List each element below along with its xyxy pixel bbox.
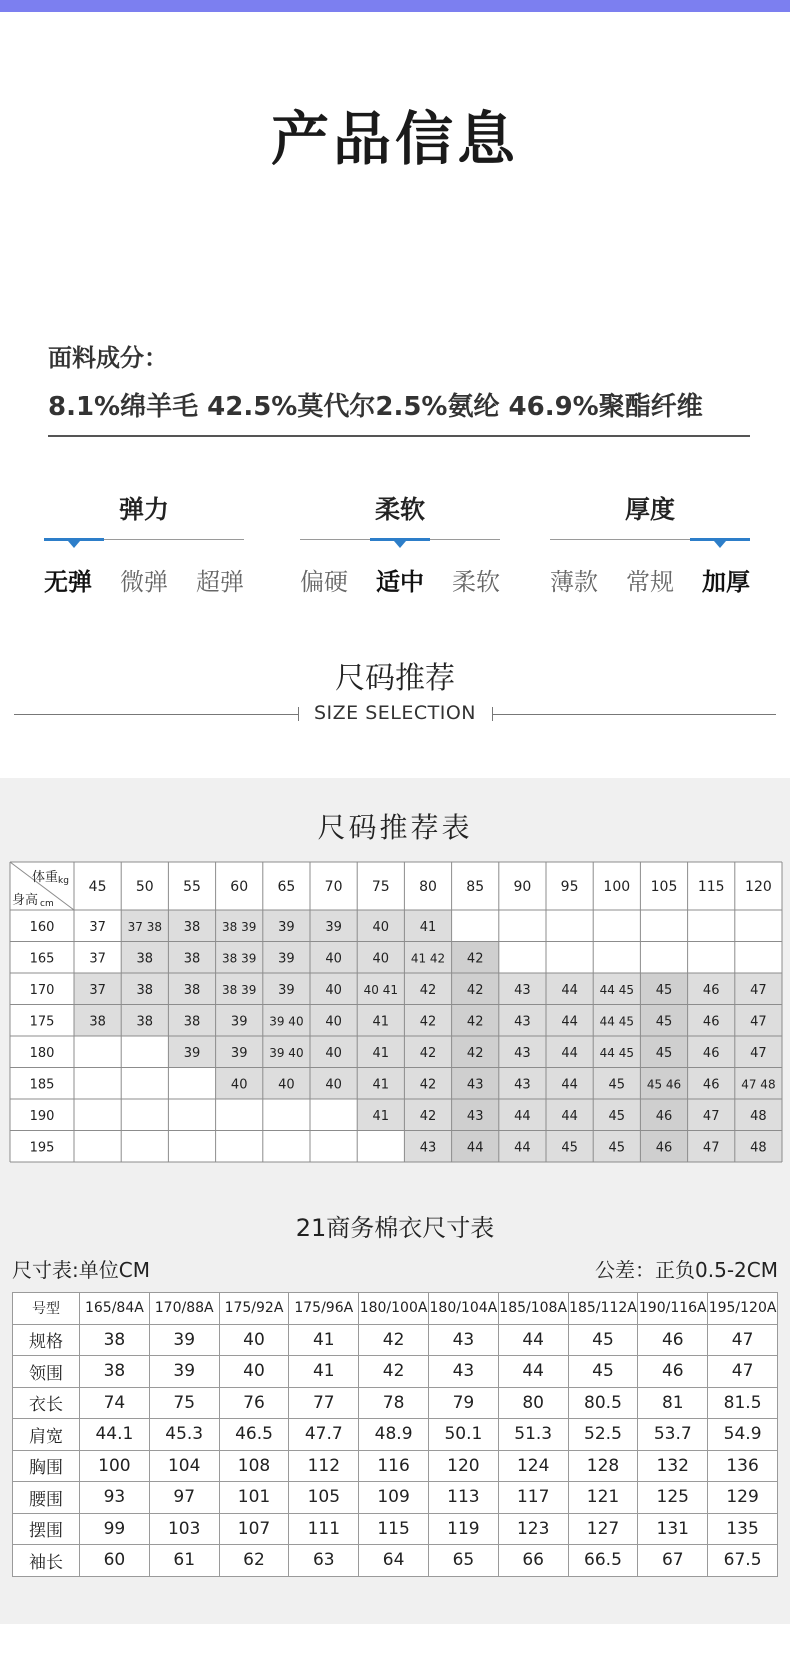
spec-cell: 46 bbox=[638, 1324, 708, 1356]
size-cell: 42 bbox=[419, 1077, 437, 1093]
weight-header: 115 bbox=[697, 879, 725, 895]
spec-cell: 78 bbox=[359, 1387, 429, 1419]
spec-cell: 80.5 bbox=[568, 1387, 638, 1419]
size-cell: 42 bbox=[466, 982, 484, 998]
spec-size-header: 175/92A bbox=[219, 1293, 289, 1325]
spec-cell: 45 bbox=[568, 1324, 638, 1356]
size-cell: 47 bbox=[750, 982, 767, 998]
size-cell: 42 bbox=[466, 1014, 484, 1030]
table-row bbox=[13, 1356, 778, 1388]
size-cell: 38 bbox=[136, 982, 154, 998]
size-cell: 47 bbox=[702, 1140, 720, 1156]
weight-header: 45 bbox=[88, 879, 107, 895]
size-cell: 41 bbox=[372, 1014, 390, 1030]
size-cell: 42 bbox=[419, 982, 437, 998]
spec-cell: 115 bbox=[359, 1513, 429, 1545]
spec-cell: 53.7 bbox=[638, 1419, 708, 1451]
spec-cell: 64 bbox=[359, 1545, 429, 1577]
spec-size-header: 195/120A bbox=[708, 1293, 778, 1325]
height-label: 165 bbox=[29, 951, 55, 967]
size-cell: 37 38 bbox=[127, 919, 162, 934]
spec-header-row bbox=[13, 1293, 778, 1325]
spec-size-header: 185/112A bbox=[568, 1293, 638, 1325]
size-cell: 46 bbox=[655, 1140, 673, 1156]
size-cell: 38 bbox=[89, 1014, 106, 1030]
size-cell: 39 bbox=[325, 919, 342, 935]
corner-height-unit: cm bbox=[40, 899, 54, 909]
size-cell: 39 bbox=[230, 1014, 248, 1030]
spec-cell: 52.5 bbox=[568, 1419, 638, 1451]
spec-cell: 120 bbox=[428, 1450, 498, 1482]
spec-cell: 67.5 bbox=[708, 1545, 778, 1577]
table-row bbox=[13, 1324, 778, 1356]
table-row bbox=[13, 1419, 778, 1451]
spec-cell: 67 bbox=[638, 1545, 708, 1577]
weight-header: 60 bbox=[230, 879, 249, 895]
spec-cell: 66 bbox=[498, 1545, 568, 1577]
spec-row-name: 规格 bbox=[13, 1324, 80, 1356]
spec-cell: 45.3 bbox=[149, 1419, 219, 1451]
spec-cell: 46 bbox=[638, 1356, 708, 1388]
attribute-option: 常规 bbox=[626, 568, 674, 596]
weight-header: 120 bbox=[745, 879, 772, 895]
size-cell: 46 bbox=[702, 982, 720, 998]
spec-cell: 39 bbox=[149, 1356, 219, 1388]
height-label: 190 bbox=[29, 1108, 55, 1124]
spec-cell: 75 bbox=[149, 1387, 219, 1419]
size-cell: 40 41 bbox=[363, 982, 398, 997]
spec-row-name: 腰围 bbox=[13, 1482, 80, 1514]
size-cell: 38 bbox=[136, 1014, 154, 1030]
size-cell: 47 bbox=[750, 1045, 767, 1061]
spec-cell: 121 bbox=[568, 1482, 638, 1514]
spec-cell: 47 bbox=[708, 1356, 778, 1388]
attribute-option: 柔软 bbox=[452, 568, 500, 596]
spec-cell: 47.7 bbox=[289, 1419, 359, 1451]
table-row bbox=[13, 1482, 778, 1514]
spec-size-header: 185/108A bbox=[498, 1293, 568, 1325]
size-cell: 38 bbox=[183, 919, 201, 935]
spec-size-header: 180/100A bbox=[359, 1293, 429, 1325]
spec-cell: 43 bbox=[428, 1324, 498, 1356]
size-cell: 43 bbox=[466, 1077, 484, 1093]
spec-row-name: 肩宽 bbox=[13, 1419, 80, 1451]
spec-cell: 44 bbox=[498, 1356, 568, 1388]
size-cell: 43 bbox=[514, 982, 531, 998]
spec-cell: 125 bbox=[638, 1482, 708, 1514]
attribute-option: 加厚 bbox=[702, 568, 750, 596]
size-cell: 44 bbox=[561, 1045, 578, 1061]
size-cell: 39 bbox=[278, 951, 295, 967]
spec-cell: 48.9 bbox=[359, 1419, 429, 1451]
weight-header: 50 bbox=[135, 879, 154, 895]
spec-cell: 107 bbox=[219, 1513, 289, 1545]
spec-cell: 127 bbox=[568, 1513, 638, 1545]
size-cell: 44 bbox=[466, 1140, 484, 1156]
table-row bbox=[13, 1387, 778, 1419]
size-cell: 43 bbox=[466, 1108, 484, 1124]
size-cell: 37 bbox=[89, 951, 106, 967]
spec-cell: 80 bbox=[498, 1387, 568, 1419]
height-label: 195 bbox=[29, 1140, 55, 1156]
weight-header: 105 bbox=[650, 879, 678, 895]
size-cell: 40 bbox=[325, 1014, 342, 1030]
attribute-option: 适中 bbox=[376, 568, 424, 596]
size-cell: 42 bbox=[466, 1045, 484, 1061]
size-cell: 44 bbox=[561, 1077, 578, 1093]
spec-cell: 40 bbox=[219, 1356, 289, 1388]
spec-row-name: 领围 bbox=[13, 1356, 80, 1388]
weight-header: 95 bbox=[560, 879, 579, 895]
size-cell: 41 bbox=[372, 1077, 390, 1093]
spec-cell: 93 bbox=[80, 1482, 150, 1514]
spec-cell: 63 bbox=[289, 1545, 359, 1577]
size-cell: 40 bbox=[278, 1077, 295, 1093]
table-row bbox=[13, 1513, 778, 1545]
spec-cell: 79 bbox=[428, 1387, 498, 1419]
size-cell: 38 bbox=[136, 951, 154, 967]
size-cell: 42 bbox=[466, 951, 484, 967]
spec-cell: 101 bbox=[219, 1482, 289, 1514]
height-label: 175 bbox=[29, 1014, 55, 1030]
spec-cell: 117 bbox=[498, 1482, 568, 1514]
spec-cell: 123 bbox=[498, 1513, 568, 1545]
size-cell: 39 40 bbox=[269, 1045, 304, 1060]
size-cell: 41 42 bbox=[410, 951, 446, 966]
spec-cell: 42 bbox=[359, 1324, 429, 1356]
size-cell: 41 bbox=[372, 1108, 390, 1124]
size-cell: 40 bbox=[372, 919, 390, 935]
corner-height-label: 身高 bbox=[12, 893, 39, 908]
spec-cell: 66.5 bbox=[568, 1545, 638, 1577]
size-section-subtitle: SIZE SELECTION bbox=[313, 702, 477, 724]
weight-header: 80 bbox=[419, 879, 437, 895]
attribute-option: 微弹 bbox=[120, 568, 168, 596]
spec-cell: 81.5 bbox=[708, 1387, 778, 1419]
table-row bbox=[13, 1450, 778, 1482]
corner-weight-label: 体重 bbox=[32, 870, 59, 885]
spec-cell: 43 bbox=[428, 1356, 498, 1388]
spec-cell: 62 bbox=[219, 1545, 289, 1577]
spec-cell: 105 bbox=[289, 1482, 359, 1514]
size-cell: 40 bbox=[325, 951, 342, 967]
size-cell: 40 bbox=[325, 982, 342, 998]
spec-cell: 113 bbox=[428, 1482, 498, 1514]
spec-cell: 132 bbox=[638, 1450, 708, 1482]
weight-header: 90 bbox=[513, 879, 532, 895]
attribute-option: 薄款 bbox=[550, 568, 598, 596]
size-cell: 45 bbox=[608, 1140, 626, 1156]
spec-cell: 76 bbox=[219, 1387, 289, 1419]
size-cell: 45 bbox=[655, 982, 673, 998]
fabric-label: 面料成分： bbox=[48, 344, 168, 372]
size-cell: 38 39 bbox=[222, 982, 257, 997]
size-cell: 43 bbox=[514, 1045, 531, 1061]
spec-cell: 103 bbox=[149, 1513, 219, 1545]
spec-cell: 131 bbox=[638, 1513, 708, 1545]
spec-cell: 54.9 bbox=[708, 1419, 778, 1451]
spec-cell: 45 bbox=[568, 1356, 638, 1388]
size-cell: 44 bbox=[561, 1108, 578, 1124]
size-cell: 40 bbox=[325, 1045, 342, 1061]
spec-row-name: 袖长 bbox=[13, 1545, 80, 1577]
spec-cell: 40 bbox=[219, 1324, 289, 1356]
size-cell: 45 bbox=[655, 1014, 673, 1030]
spec-cell: 61 bbox=[149, 1545, 219, 1577]
size-cell: 41 bbox=[372, 1045, 390, 1061]
weight-header: 65 bbox=[277, 879, 296, 895]
attribute-option: 超弹 bbox=[196, 568, 244, 596]
spec-cell: 77 bbox=[289, 1387, 359, 1419]
attribute-name: 弹力 bbox=[118, 495, 169, 524]
size-cell: 45 bbox=[608, 1108, 626, 1124]
weight-header: 75 bbox=[371, 879, 390, 895]
spec-cell: 128 bbox=[568, 1450, 638, 1482]
spec-cell: 81 bbox=[638, 1387, 708, 1419]
spec-size-header: 190/116A bbox=[638, 1293, 708, 1325]
spec-cell: 116 bbox=[359, 1450, 429, 1482]
attribute-option: 偏硬 bbox=[300, 568, 348, 596]
weight-header: 70 bbox=[324, 879, 343, 895]
spec-cell: 124 bbox=[498, 1450, 568, 1482]
size-cell: 41 bbox=[419, 919, 437, 935]
attribute-name: 厚度 bbox=[624, 495, 675, 524]
height-label: 180 bbox=[29, 1045, 55, 1061]
size-cell: 37 bbox=[89, 982, 106, 998]
spec-row-name: 衣长 bbox=[13, 1387, 80, 1419]
page-title: 产品信息 bbox=[270, 105, 519, 173]
spec-size-header: 175/96A bbox=[289, 1293, 359, 1325]
spec-cell: 65 bbox=[428, 1545, 498, 1577]
size-cell: 45 bbox=[561, 1140, 578, 1156]
size-cell: 38 bbox=[183, 951, 201, 967]
spec-cell: 100 bbox=[80, 1450, 150, 1482]
spec-cell: 74 bbox=[80, 1387, 150, 1419]
size-cell: 47 bbox=[750, 1014, 767, 1030]
spec-unit-note: 尺寸表:单位CM bbox=[12, 1258, 150, 1282]
size-cell: 39 bbox=[183, 1045, 201, 1061]
spec-tolerance-note: 公差：正负0.5-2CM bbox=[595, 1258, 778, 1282]
size-cell: 39 40 bbox=[269, 1014, 304, 1029]
size-cell: 42 bbox=[419, 1108, 437, 1124]
spec-cell: 39 bbox=[149, 1324, 219, 1356]
size-cell: 47 bbox=[702, 1108, 720, 1124]
size-cell: 48 bbox=[750, 1140, 767, 1156]
spec-cell: 97 bbox=[149, 1482, 219, 1514]
size-cell: 44 45 bbox=[599, 1014, 634, 1029]
height-label: 160 bbox=[29, 919, 55, 935]
table-row bbox=[13, 1545, 778, 1577]
size-cell: 37 bbox=[89, 919, 106, 935]
size-cell: 38 39 bbox=[222, 951, 257, 966]
size-cell: 38 bbox=[183, 982, 201, 998]
fabric-composition: 8.1%绵羊毛 42.5%莫代尔2.5%氨纶 46.9%聚酯纤维 bbox=[48, 392, 703, 422]
spec-cell: 99 bbox=[80, 1513, 150, 1545]
size-cell: 38 bbox=[183, 1014, 201, 1030]
size-cell: 38 39 bbox=[222, 919, 257, 934]
size-cell: 44 45 bbox=[599, 982, 634, 997]
weight-header: 55 bbox=[183, 879, 201, 895]
spec-cell: 108 bbox=[219, 1450, 289, 1482]
spec-cell: 38 bbox=[80, 1356, 150, 1388]
size-cell: 43 bbox=[419, 1140, 437, 1156]
spec-size-header: 180/104A bbox=[428, 1293, 498, 1325]
size-cell: 40 bbox=[325, 1077, 342, 1093]
size-cell: 45 46 bbox=[646, 1077, 682, 1092]
size-cell: 46 bbox=[702, 1045, 720, 1061]
spec-cell: 46.5 bbox=[219, 1419, 289, 1451]
size-cell: 46 bbox=[655, 1108, 673, 1124]
spec-cell: 136 bbox=[708, 1450, 778, 1482]
attribute-name: 柔软 bbox=[374, 495, 425, 524]
size-cell: 45 bbox=[608, 1077, 626, 1093]
size-cell: 42 bbox=[419, 1045, 437, 1061]
spec-cell: 60 bbox=[80, 1545, 150, 1577]
spec-cell: 47 bbox=[708, 1324, 778, 1356]
spec-cell: 44 bbox=[498, 1324, 568, 1356]
spec-header-label: 号型 bbox=[13, 1293, 80, 1325]
weight-header: 85 bbox=[466, 879, 485, 895]
size-cell: 43 bbox=[514, 1077, 531, 1093]
size-cell: 43 bbox=[514, 1014, 531, 1030]
height-label: 185 bbox=[29, 1077, 55, 1093]
recommend-table-title: 尺码推荐表 bbox=[317, 811, 473, 844]
spec-row-name: 胸围 bbox=[13, 1450, 80, 1482]
spec-cell: 41 bbox=[289, 1324, 359, 1356]
spec-cell: 50.1 bbox=[428, 1419, 498, 1451]
size-cell: 44 bbox=[561, 1014, 578, 1030]
size-cell: 44 45 bbox=[599, 1045, 634, 1060]
corner-weight-unit: kg bbox=[58, 876, 69, 886]
spec-cell: 109 bbox=[359, 1482, 429, 1514]
spec-size-header: 170/88A bbox=[149, 1293, 219, 1325]
spec-cell: 135 bbox=[708, 1513, 778, 1545]
size-cell: 44 bbox=[514, 1140, 531, 1156]
size-cell: 48 bbox=[750, 1108, 767, 1124]
size-cell: 40 bbox=[230, 1077, 248, 1093]
spec-cell: 42 bbox=[359, 1356, 429, 1388]
spec-cell: 111 bbox=[289, 1513, 359, 1545]
spec-cell: 112 bbox=[289, 1450, 359, 1482]
spec-cell: 44.1 bbox=[80, 1419, 150, 1451]
spec-cell: 41 bbox=[289, 1356, 359, 1388]
spec-cell: 38 bbox=[80, 1324, 150, 1356]
height-label: 170 bbox=[29, 982, 55, 998]
size-cell: 42 bbox=[419, 1014, 437, 1030]
size-cell: 39 bbox=[230, 1045, 248, 1061]
spec-cell: 119 bbox=[428, 1513, 498, 1545]
spec-size-header: 165/84A bbox=[80, 1293, 150, 1325]
spec-cell: 104 bbox=[149, 1450, 219, 1482]
spec-table bbox=[12, 1292, 778, 1577]
spec-row-name: 摆围 bbox=[13, 1513, 80, 1545]
size-cell: 40 bbox=[372, 951, 390, 967]
size-section-title: 尺码推荐 bbox=[335, 661, 455, 696]
spec-cell: 129 bbox=[708, 1482, 778, 1514]
attribute-option: 无弹 bbox=[44, 568, 92, 596]
spec-table-title: 21商务棉衣尺寸表 bbox=[295, 1214, 495, 1242]
weight-header: 100 bbox=[603, 879, 631, 895]
spec-cell: 51.3 bbox=[498, 1419, 568, 1451]
size-cell: 46 bbox=[702, 1014, 720, 1030]
size-cell: 44 bbox=[561, 982, 578, 998]
size-cell: 39 bbox=[278, 982, 295, 998]
size-cell: 39 bbox=[278, 919, 295, 935]
size-cell: 47 48 bbox=[741, 1077, 776, 1092]
size-cell: 45 bbox=[655, 1045, 673, 1061]
size-cell: 44 bbox=[514, 1108, 531, 1124]
size-cell: 46 bbox=[702, 1077, 720, 1093]
